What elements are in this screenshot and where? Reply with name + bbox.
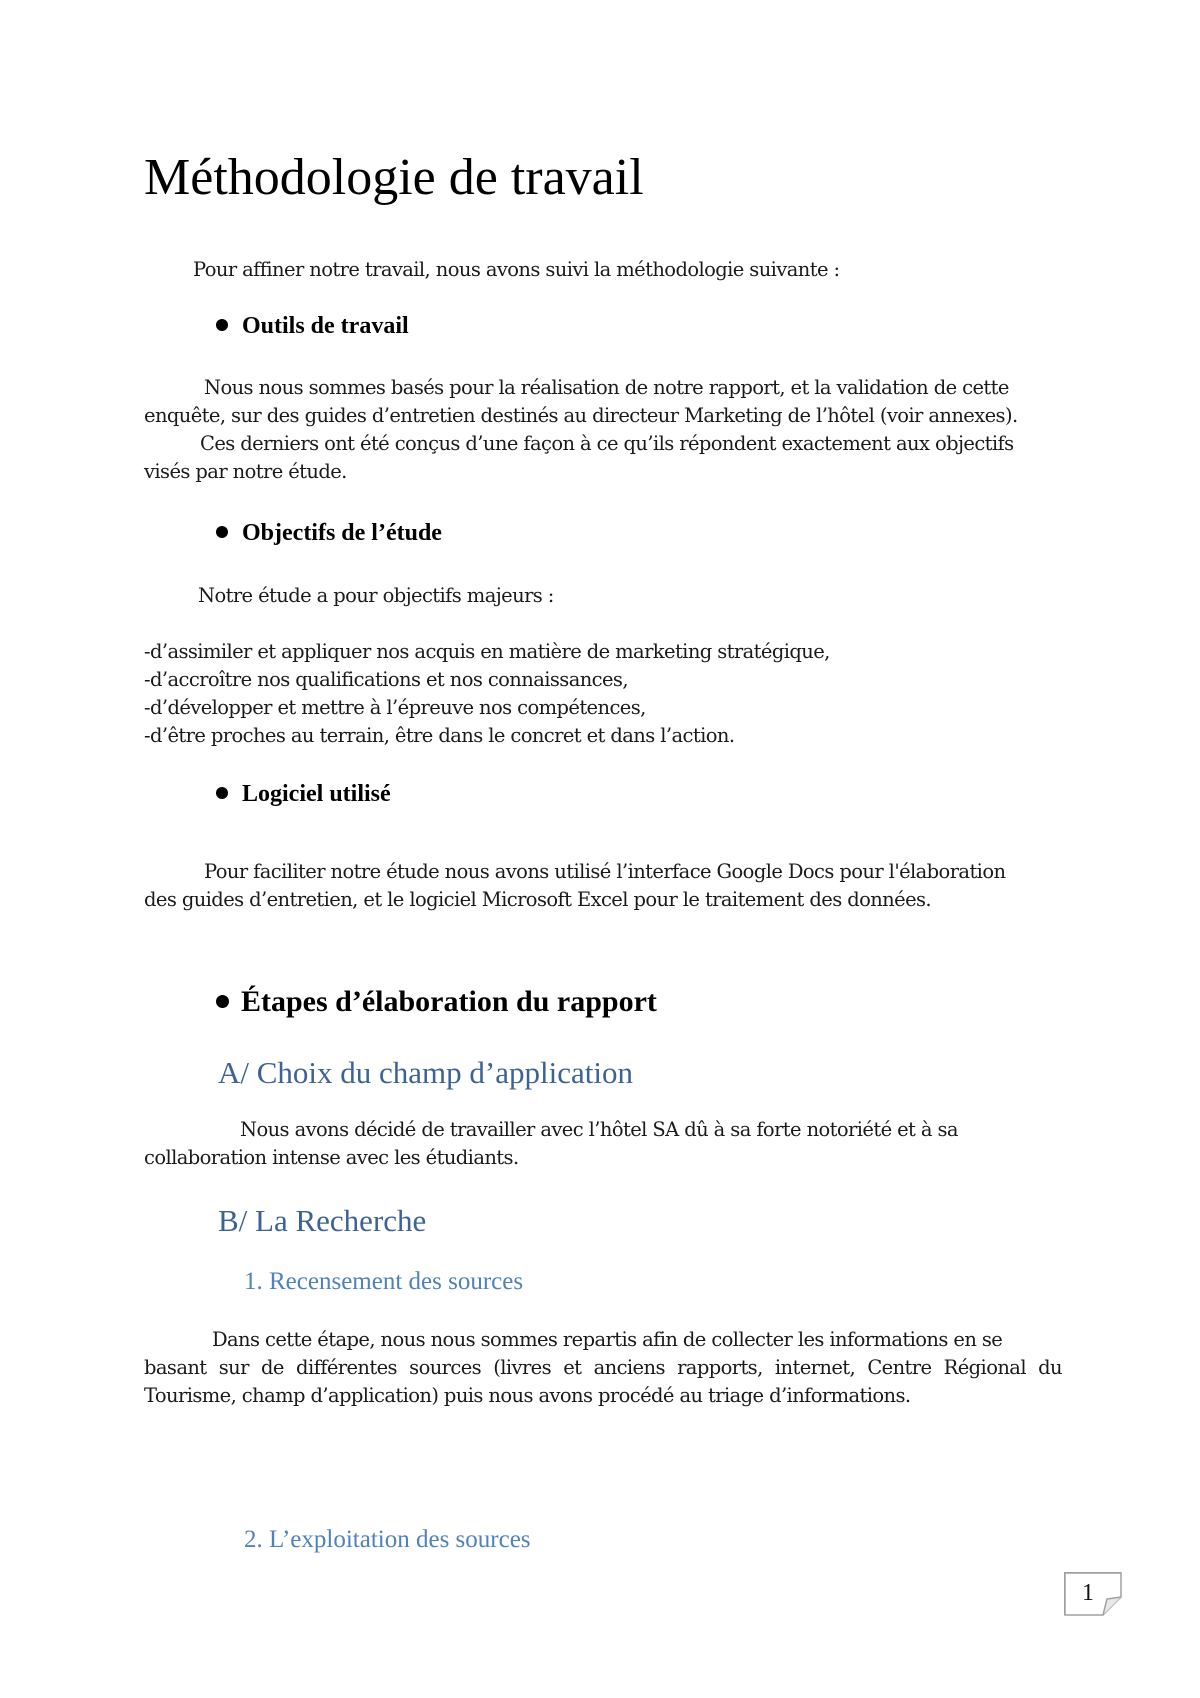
- heading-outils: [216, 311, 409, 341]
- logiciel-line1: Pour faciliter notre étude nous avons utilisé l’interface Google Docs pour l'élaboration: [204, 860, 1006, 883]
- outils-paragraph2-line1: Ces derniers ont été conçus d’une façon à ce qu’ils répondent exactement aux objectifs: [200, 432, 1014, 455]
- choix-line2: collaboration intense avec les étudiants.: [144, 1146, 519, 1169]
- objectif-item: -d’assimiler et appliquer nos acquis en matière de marketing stratégique,: [144, 640, 830, 663]
- bullet-icon: [216, 319, 228, 331]
- page-title: Méthodologie de travail: [144, 149, 644, 206]
- heading-b-recherche: B/ La Recherche: [218, 1203, 427, 1238]
- intro-paragraph: Pour affiner notre travail, nous avons suivi la méthodologie suivante :: [193, 258, 840, 281]
- objectif-item: -d’accroître nos qualifications et nos connaissances,: [144, 668, 628, 691]
- heading-logiciel-label: Logiciel utilisé: [242, 781, 391, 807]
- recensement-line2: basant sur de différentes sources (livres et anciens rapports, internet, Centre Régional du: [144, 1356, 1062, 1379]
- heading-etapes: [216, 984, 657, 1020]
- heading-outils-label: Outils de travail: [242, 313, 409, 339]
- outils-paragraph-line1: Nous nous sommes basés pour la réalisation de notre rapport, et la validation de cette: [204, 376, 1009, 399]
- logiciel-line2: des guides d’entretien, et le logiciel Microsoft Excel pour le traitement des données.: [144, 888, 932, 911]
- objectif-item: -d’être proches au terrain, être dans le concret et dans l’action.: [144, 724, 735, 747]
- bullet-icon: [216, 526, 228, 538]
- page-number: 1: [1082, 1580, 1094, 1606]
- heading-etapes-label: Étapes d’élaboration du rapport: [241, 985, 657, 1018]
- bullet-icon: [216, 787, 228, 799]
- outils-paragraph-line2: enquête, sur des guides d’entretien destinés au directeur Marketing de l’hôtel (voir annexes).: [144, 404, 1018, 427]
- heading-logiciel: [216, 779, 391, 809]
- heading-a-choix: A/ Choix du champ d’application: [218, 1055, 633, 1090]
- objectifs-intro: Notre étude a pour objectifs majeurs :: [198, 584, 554, 607]
- bullet-icon: [216, 995, 229, 1008]
- objectif-item: -d’développer et mettre à l’épreuve nos compétences,: [144, 696, 646, 719]
- heading-objectifs-label: Objectifs de l’étude: [242, 520, 442, 546]
- outils-paragraph2-line2: visés par notre étude.: [144, 460, 347, 483]
- heading-exploitation: 2. L’exploitation des sources: [244, 1526, 531, 1553]
- heading-recensement: 1. Recensement des sources: [244, 1268, 524, 1295]
- heading-objectifs: [216, 518, 442, 548]
- recensement-line1: Dans cette étape, nous nous sommes repartis afin de collecter les informations en se: [212, 1328, 1003, 1351]
- recensement-line3: Tourisme, champ d’application) puis nous avons procédé au triage d’informations.: [144, 1384, 911, 1407]
- choix-line1: Nous avons décidé de travailler avec l’hôtel SA dû à sa forte notoriété et à sa: [240, 1118, 958, 1141]
